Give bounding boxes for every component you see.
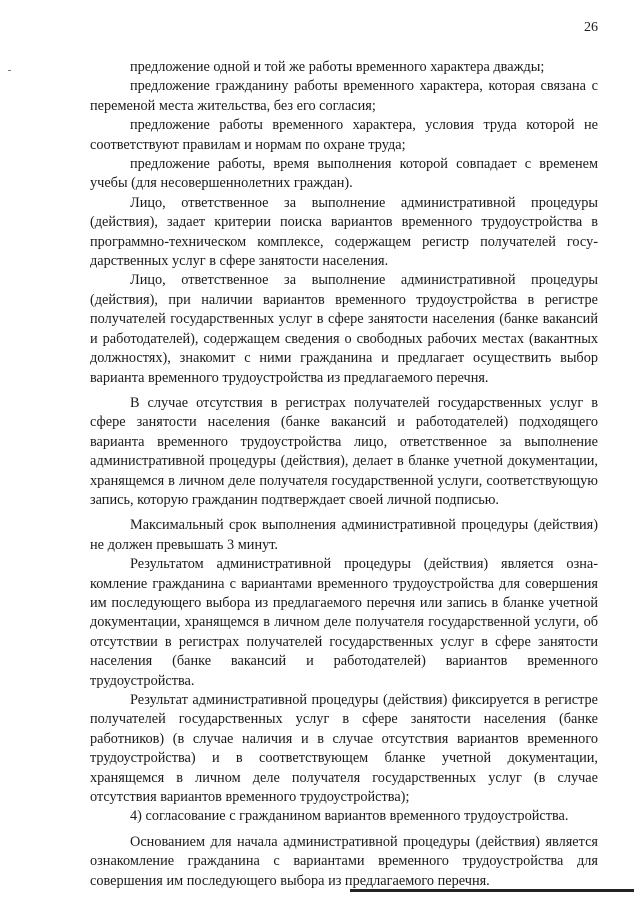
paragraph-5: Лицо, ответственное за выполнение административной процедуры (действия), задает критерии поиска вариантов временного трудоустройства в программно-техническом комплексе, содержащем регистр получателей государственных услуг в сфере занятости населения.: [90, 194, 598, 270]
margin-mark: [8, 70, 11, 71]
paragraph-4: предложение работы, время выполнения которой совпадает с временем учебы (для несовершеннолетних граждан).: [90, 156, 598, 192]
paragraph-7: В случае отсутствия в регистрах получателей государственных услуг в сфере занятости населения (банке вакансий и работодателей) подходящего варианта временного трудоустройства лицо, ответственное за выполнение административной процедуры (действия), делает в бланке учетной документации, хранящемся в личном деле получателя государственной услуги, соответствующую запись, которую гражданин подтверждает своей личной подписью.: [90, 394, 598, 508]
paragraph-12: Основанием для начала административной процедуры (действия) является ознакомление гражданина с вариантами временного трудоустройства для совершения им последующего выбора из предлагаемого перечня.: [90, 833, 598, 889]
body-text: [90, 58, 598, 891]
paragraph-2: предложение гражданину работы временного характера, которая связана с переменой места жительства, без его согласия;: [90, 78, 598, 114]
page-number: 26: [584, 20, 598, 35]
paragraph-1: предложение одной и той же работы временного характера дважды;: [130, 59, 545, 75]
bottom-rule: [350, 889, 634, 892]
paragraph-10: Результат административной процедуры (действия) фиксируется в регистре получателей государственных услуг в сфере занятости населения (банке работников) (в случае наличия и в случае отсутствия вариантов временного трудоустройства) и в соответствующем бланке учетной документации, хранящемся в личном деле получателя государственных услуг (в случае отсутствия вариантов временного трудоустройства);: [90, 692, 598, 806]
paragraph-3: предложение работы временного характера, условия труда которой не соответствуют правилам и нормам по охране труда;: [90, 117, 598, 153]
paragraph-6: Лицо, ответственное за выполнение административной процедуры (действия), при наличии вариантов временного трудоустройства в регистре получателей государственных услуг в сфере занятости населения (банке вакансий и работодателей), содержащем сведения о свободных рабочих местах (вакантных должностях), знакомит с ними гражданина и предлагает осуществить выбор варианта временного трудоустройства из предлагаемого перечня.: [90, 272, 598, 386]
paragraph-8: Максимальный срок выполнения административной процедуры (действия) не должен превышать 3 минут.: [90, 517, 598, 553]
paragraph-9: Результатом административной процедуры (действия) является ознакомление гражданина с вариантами временного трудоустройства для совершения им последующего выбора из предлагаемого перечня или запись в бланке учетной документации, хранящемся в личном деле получателя государственной услуги, об отсутствии в регистрах получателей государственных услуг в сфере занятости населения (банке вакансий и работодателей) вариантов временного трудоустройства.: [90, 556, 598, 689]
paragraph-11: 4) согласование с гражданином вариантов временного трудоустройства.: [130, 808, 569, 825]
